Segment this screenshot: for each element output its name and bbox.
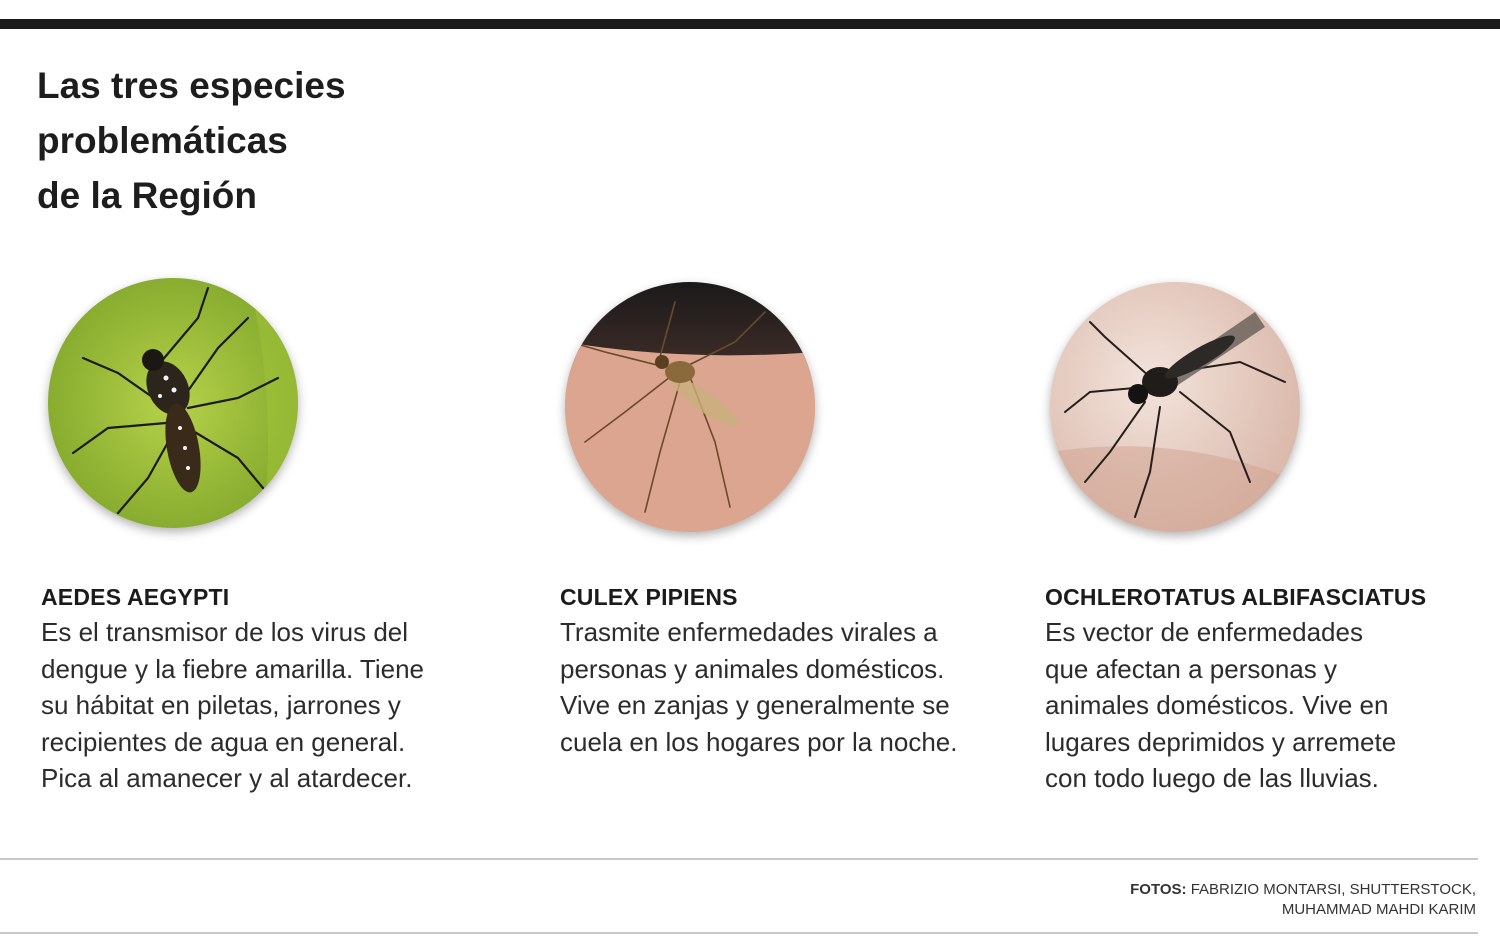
species-name: OCHLEROTATUS ALBIFASCIATUS <box>1045 584 1427 610</box>
aedes-mosquito-photo <box>48 278 298 528</box>
culex-mosquito-photo <box>565 282 815 532</box>
species-description: Trasmite enfermedades virales a personas y animales domésticos. Vive en zanjas y generalmente se cuela en los hogares por la noche. <box>560 617 958 757</box>
credits-line: MUHAMMAD MAHDI KARIM <box>1281 901 1476 918</box>
species-description: Es vector de enfermedades que afectan a personas y animales domésticos. Vive en lugares deprimidos y arremete con todo luego de las lluvias. <box>1045 617 1397 793</box>
headline: Las tres especies problemáticas de la Región <box>37 65 346 216</box>
top-rule <box>0 19 1500 29</box>
photo-credits <box>1130 880 1476 920</box>
species-block-aedes <box>41 580 511 797</box>
species-name: AEDES AEGYPTI <box>41 584 230 610</box>
credits-line: FABRIZIO MONTARSI, SHUTTERSTOCK, <box>1190 881 1476 898</box>
species-description: Es el transmisor de los virus del dengue y la fiebre amarilla. Tiene su hábitat en piletas, jarrones y recipientes de agua en general. Pica al amanecer y al atardecer. <box>41 617 425 793</box>
divider <box>0 932 1478 934</box>
divider <box>0 858 1478 860</box>
species-name: CULEX PIPIENS <box>560 584 738 610</box>
species-block-ochlerotatus <box>1045 580 1485 797</box>
species-block-culex <box>560 580 1030 760</box>
ochlerotatus-mosquito-photo <box>1050 282 1300 532</box>
credits-label: FOTOS: <box>1130 881 1187 898</box>
